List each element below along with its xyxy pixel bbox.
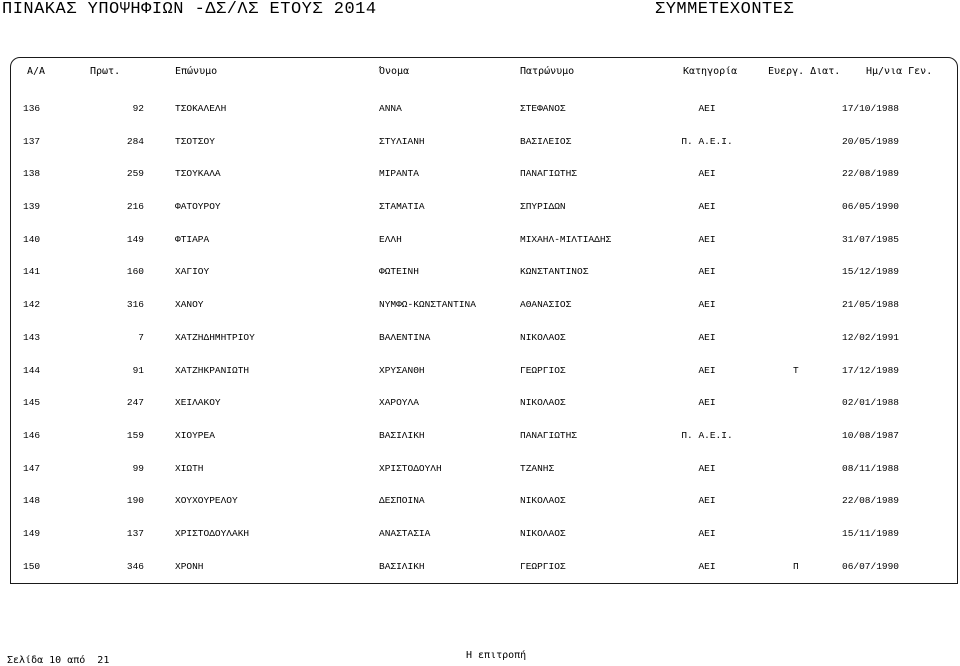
cell-surname: ΦΤΙΑΡΑ [175,233,210,245]
cell-father: ΝΙΚΟΛΑΟΣ [520,397,566,409]
cell-prot: 247 [126,397,144,409]
cell-category: ΑΕΙ [698,527,716,539]
cell-dob: 22/08/1989 [842,495,900,507]
cell-aa: 147 [23,462,41,474]
cell-prot: 92 [132,103,144,114]
cell-aa: 144 [23,364,41,376]
table-header [0,57,960,85]
cell-dob: 06/07/1990 [842,560,900,572]
cell-category: ΑΕΙ [698,299,716,311]
cell-aa: 140 [23,233,41,245]
cell-surname: ΧΙΟΥΡΕΑ [175,429,215,441]
cell-name: ΣΤΑΜΑΤΙΑ [379,201,425,213]
cell-surname: ΧΑΤΖΗΔΗΜΗΤΡΙΟΥ [175,331,255,343]
cell-father: ΝΙΚΟΛΑΟΣ [520,495,566,507]
cell-name: ΒΑΛΕΝΤΙΝΑ [379,331,431,343]
cell-category: ΑΕΙ [698,266,716,278]
cell-prot: 346 [126,560,144,572]
cell-prot: 216 [126,201,144,213]
cell-prot: 259 [126,168,144,180]
header-prot: Πρωτ. [90,66,121,77]
cell-dob: 02/01/1988 [842,397,900,409]
cell-father: ΒΑΣΙΛΕΙΟΣ [520,135,572,147]
cell-dob: 20/05/1989 [842,135,900,147]
cell-dob: 12/02/1991 [842,331,900,343]
cell-category: ΑΕΙ [698,331,716,343]
cell-name: ΔΕΣΠΟΙΝΑ [379,495,425,507]
cell-surname: ΧΟΥΧΟΥΡΕΛΟΥ [175,495,238,507]
cell-father: ΓΕΩΡΓΙΟΣ [520,364,566,376]
cell-category: ΑΕΙ [698,364,716,376]
committee-label: Η επιτροπή [466,650,527,661]
cell-aa: 136 [23,103,41,114]
cell-father: ΝΙΚΟΛΑΟΣ [520,331,566,343]
cell-name: ΦΩΤΕΙΝΗ [379,266,419,278]
cell-aa: 141 [23,266,41,278]
header-spec: Ευεργ. Διατ. [768,66,841,77]
cell-category: ΑΕΙ [698,560,716,572]
table-row [0,321,960,354]
cell-name: ΒΑΣΙΛΙΚΗ [379,429,425,441]
cell-father: ΣΤΕΦΑΝΟΣ [520,103,566,114]
table-row [0,223,960,256]
page-title: ΠΙΝΑΚΑΣ ΥΠΟΨΗΦΙΩΝ -ΔΣ/ΛΣ ΕΤΟΥΣ 2014 [2,0,377,19]
page-number: Σελίδα 10 από 21 [7,655,110,666]
cell-aa: 149 [23,527,41,539]
cell-father: ΣΠΥΡΙΔΩΝ [520,201,566,213]
cell-father: ΠΑΝΑΓΙΩΤΗΣ [520,429,578,441]
cell-father: ΝΙΚΟΛΑΟΣ [520,527,566,539]
cell-dob: 22/08/1989 [842,168,900,180]
header-surname: Επώνυμο [175,66,218,77]
cell-name: ΜΙΡΑΝΤΑ [379,168,419,180]
table-row [0,419,960,452]
table-row [0,190,960,223]
cell-category: ΑΕΙ [698,103,716,114]
cell-surname: ΧΙΩΤΗ [175,462,204,474]
cell-prot: 137 [126,527,144,539]
cell-category: ΑΕΙ [698,201,716,213]
cell-spec: Τ [793,364,799,376]
table-row [0,92,960,125]
cell-name: ΑΝΝΑ [379,103,402,114]
cell-name: ΒΑΣΙΛΙΚΗ [379,560,425,572]
cell-name: ΧΡΙΣΤΟΔΟΥΛΗ [379,462,442,474]
cell-aa: 143 [23,331,41,343]
cell-surname: ΤΣΟΚΑΛΕΛΗ [175,103,227,114]
header-aa: Α/Α [27,66,46,77]
cell-spec: Π [793,560,799,572]
cell-name: ΝΥΜΦΩ-ΚΩΝΣΤΑΝΤΙΝΑ [379,299,476,311]
header-name: Όνομα [379,66,410,77]
cell-surname: ΧΑΝΟΥ [175,299,204,311]
cell-name: ΕΛΛΗ [379,233,402,245]
cell-category: ΑΕΙ [698,397,716,409]
cell-dob: 17/12/1989 [842,364,900,376]
table-row [0,517,960,550]
cell-surname: ΧΑΓΙΟΥ [175,266,210,278]
cell-name: ΧΡΥΣΑΝΘΗ [379,364,425,376]
cell-father: ΑΘΑΝΑΣΙΟΣ [520,299,572,311]
cell-prot: 149 [126,233,144,245]
page-subtitle: ΣΥΜΜΕΤΕΧΟΝΤΕΣ [655,0,795,19]
cell-dob: 21/05/1988 [842,299,900,311]
cell-prot: 160 [126,266,144,278]
cell-surname: ΤΣΟΤΣΟΥ [175,135,215,147]
cell-father: ΠΑΝΑΓΙΩΤΗΣ [520,168,578,180]
cell-dob: 31/07/1985 [842,233,900,245]
cell-name: ΑΝΑΣΤΑΣΙΑ [379,527,431,539]
cell-aa: 146 [23,429,41,441]
header-category: Κατηγορία [683,66,738,77]
cell-dob: 10/08/1987 [842,429,900,441]
table-row [0,452,960,485]
cell-prot: 7 [138,331,144,343]
cell-category: ΑΕΙ [698,462,716,474]
cell-father: ΓΕΩΡΓΙΟΣ [520,560,566,572]
cell-dob: 08/11/1988 [842,462,900,474]
table-body [0,92,960,582]
cell-dob: 15/11/1989 [842,527,900,539]
cell-name: ΧΑΡΟΥΛΑ [379,397,419,409]
table-row [0,125,960,158]
cell-dob: 15/12/1989 [842,266,900,278]
cell-category: ΑΕΙ [698,168,716,180]
cell-father: ΜΙΧΑΗΛ-ΜΙΛΤΙΑΔΗΣ [520,233,612,245]
cell-category: Π. Α.Ε.Ι. [681,429,733,441]
cell-category: ΑΕΙ [698,233,716,245]
cell-prot: 91 [132,364,144,376]
table-row [0,354,960,387]
cell-prot: 284 [126,135,144,147]
cell-surname: ΧΡΙΣΤΟΔΟΥΛΑΚΗ [175,527,250,539]
cell-surname: ΦΑΤΟΥΡΟΥ [175,201,221,213]
cell-aa: 150 [23,560,41,572]
cell-dob: 06/05/1990 [842,201,900,213]
cell-aa: 142 [23,299,41,311]
cell-aa: 137 [23,135,41,147]
cell-prot: 159 [126,429,144,441]
table-row [0,550,960,583]
cell-aa: 139 [23,201,41,213]
cell-dob: 17/10/1988 [842,103,900,114]
table-row [0,255,960,288]
cell-surname: ΤΣΟΥΚΑΛΑ [175,168,221,180]
cell-aa: 145 [23,397,41,409]
header-dob: Ημ/νια Γεν. [866,66,933,77]
cell-prot: 99 [132,462,144,474]
table-row [0,288,960,321]
table-row [0,484,960,517]
cell-father: ΤΖΑΝΗΣ [520,462,555,474]
cell-surname: ΧΑΤΖΗΚΡΑΝΙΩΤΗ [175,364,250,376]
cell-surname: ΧΕΙΛΑΚΟΥ [175,397,221,409]
cell-aa: 148 [23,495,41,507]
cell-aa: 138 [23,168,41,180]
table-row [0,157,960,190]
cell-name: ΣΤΥΛΙΑΝΗ [379,135,425,147]
cell-father: ΚΩΝΣΤΑΝΤΙΝΟΣ [520,266,589,278]
cell-surname: ΧΡΟΝΗ [175,560,204,572]
cell-category: Π. Α.Ε.Ι. [681,135,733,147]
cell-category: ΑΕΙ [698,495,716,507]
header-father: Πατρώνυμο [520,66,575,77]
cell-prot: 190 [126,495,144,507]
table-row [0,386,960,419]
cell-prot: 316 [126,299,144,311]
